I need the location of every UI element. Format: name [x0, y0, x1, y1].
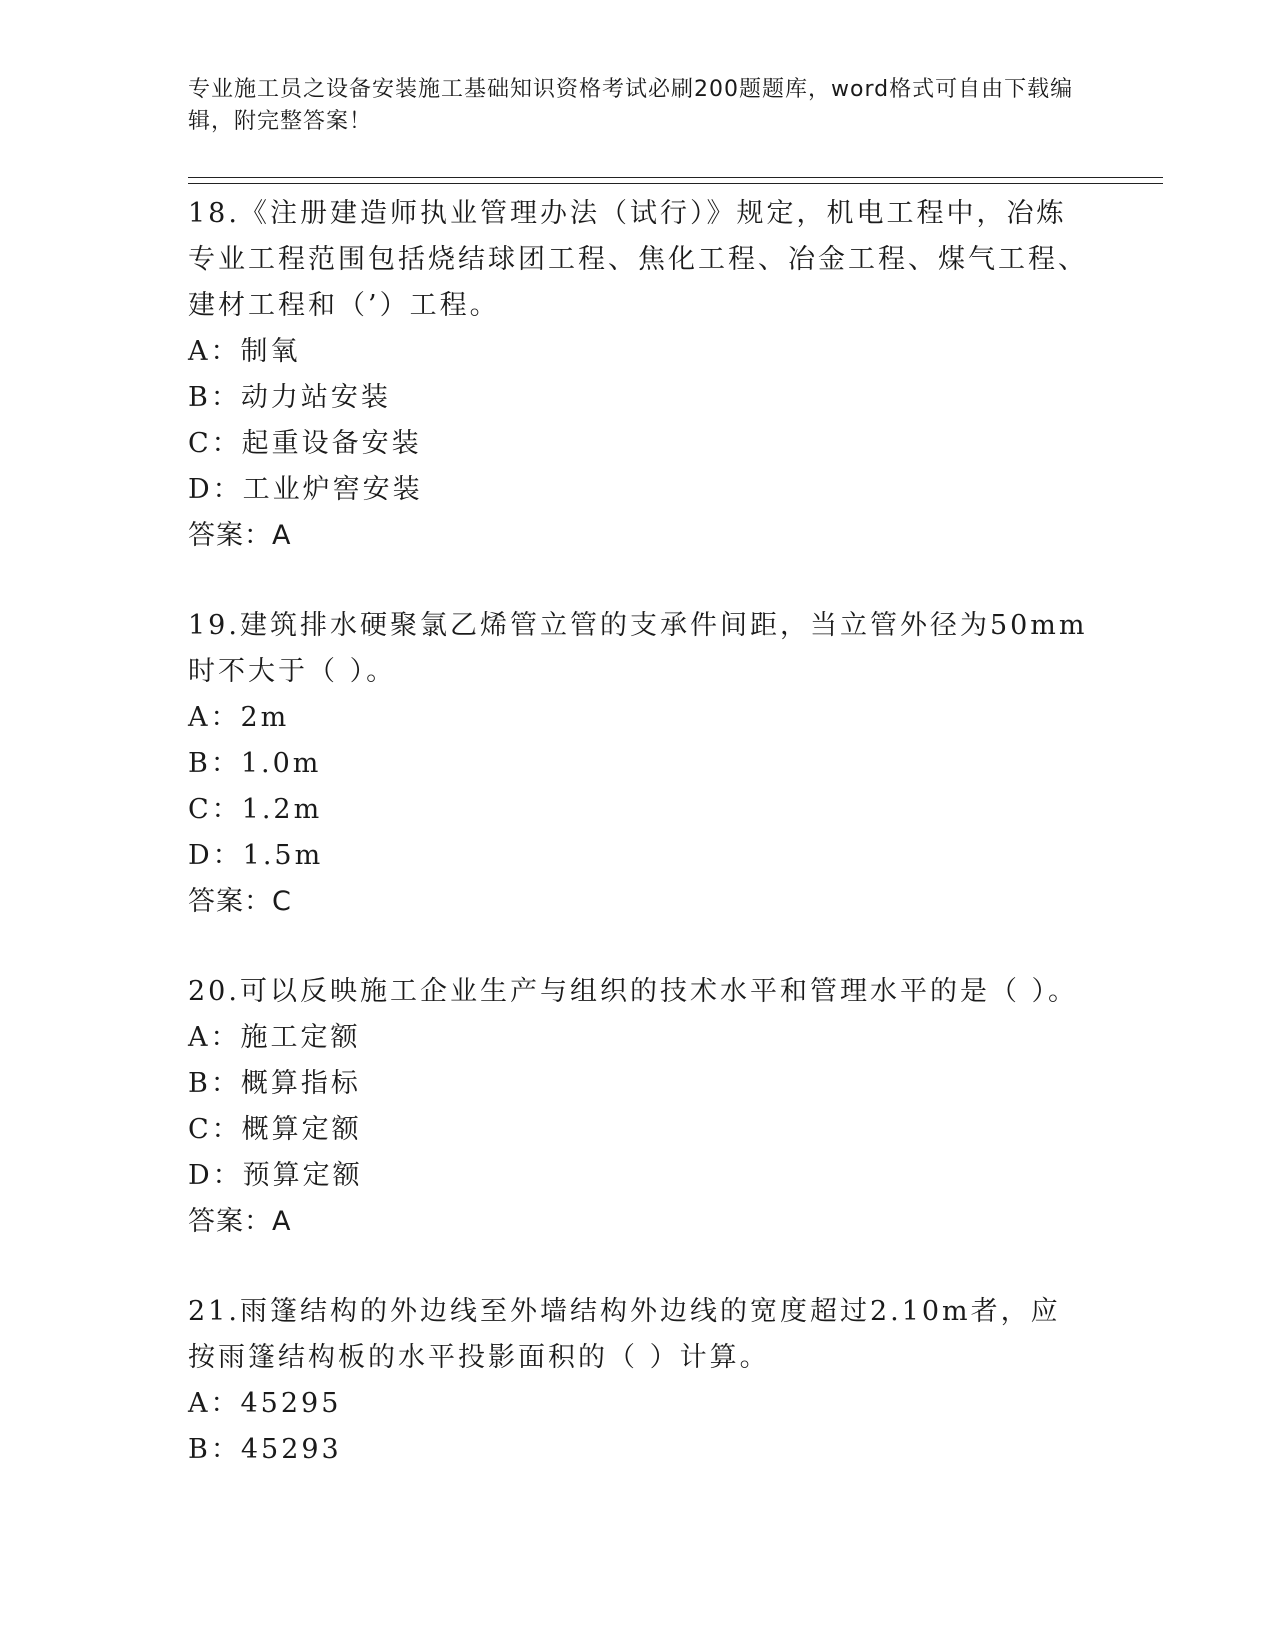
option-letter: A： — [188, 336, 241, 367]
option-text: 1.2m — [241, 794, 323, 825]
option-d — [188, 833, 1088, 879]
option-text: 施工定额 — [240, 1022, 361, 1053]
answer-line: 答案：C — [188, 886, 292, 917]
option-text: 1.0m — [240, 748, 322, 779]
question-list — [188, 191, 1088, 1517]
option-letter: B： — [188, 1068, 241, 1099]
option-a — [188, 695, 1088, 741]
option-a — [188, 329, 1088, 375]
question-stem: 21.雨篷结构的外边线至外墙结构外边线的宽度超过2.10m者，应按雨篷结构板的水平投影面积的（ ）计算。 — [188, 1296, 1061, 1373]
option-letter: D： — [188, 1160, 243, 1191]
option-b — [188, 1061, 1088, 1107]
option-d — [188, 467, 1088, 513]
option-text: 概算定额 — [241, 1114, 362, 1145]
option-letter: D： — [188, 840, 243, 871]
option-a — [188, 1015, 1088, 1061]
option-letter: A： — [188, 702, 241, 733]
question-stem: 20.可以反映施工企业生产与组织的技术水平和管理水平的是（ ）。 — [188, 976, 1079, 1007]
answer-line: 答案：A — [188, 520, 292, 551]
option-letter: B： — [188, 748, 241, 779]
option-letter: A： — [188, 1388, 241, 1419]
option-letter: C： — [188, 794, 242, 825]
option-text: 45293 — [240, 1434, 342, 1465]
option-letter: B： — [188, 382, 241, 413]
option-letter: A： — [188, 1022, 241, 1053]
option-b — [188, 375, 1088, 421]
option-letter: C： — [188, 1114, 242, 1145]
option-c — [188, 787, 1088, 833]
option-d — [188, 1153, 1088, 1199]
question-stem: 18.《注册建造师执业管理办法（试行）》规定，机电工程中，冶炼专业工程范围包括烧结球团工程、焦化工程、冶金工程、煤气工程、建材工程和（’）工程。 — [188, 198, 1088, 321]
document-header: 专业施工员之设备安装施工基础知识资格考试必刷200题题库，word格式可自由下载编辑，附完整答案！ — [188, 77, 1074, 134]
question-19 — [188, 603, 1088, 925]
question-18 — [188, 191, 1088, 559]
option-text: 45295 — [240, 1388, 342, 1419]
header-divider-top — [188, 177, 1163, 178]
option-c — [188, 1107, 1088, 1153]
option-text: 概算指标 — [240, 1068, 361, 1099]
option-text: 工业炉窖安装 — [242, 474, 423, 505]
option-b — [188, 741, 1088, 787]
answer-line: 答案：A — [188, 1206, 292, 1237]
option-text: 1.5m — [242, 840, 324, 871]
option-letter: D： — [188, 474, 243, 505]
option-text: 制氧 — [240, 336, 301, 367]
header-divider-bottom — [188, 183, 1163, 184]
option-letter: C： — [188, 428, 242, 459]
question-21 — [188, 1289, 1088, 1473]
option-text: 动力站安装 — [240, 382, 391, 413]
question-20 — [188, 969, 1088, 1245]
option-text: 2m — [240, 702, 290, 733]
question-stem: 19.建筑排水硬聚氯乙烯管立管的支承件间距，当立管外径为50mm时不大于（ ）。 — [188, 610, 1088, 687]
option-text: 预算定额 — [242, 1160, 363, 1191]
option-a — [188, 1381, 1088, 1427]
option-c — [188, 421, 1088, 467]
option-b — [188, 1427, 1088, 1473]
option-text: 起重设备安装 — [241, 428, 422, 459]
option-letter: B： — [188, 1434, 241, 1465]
